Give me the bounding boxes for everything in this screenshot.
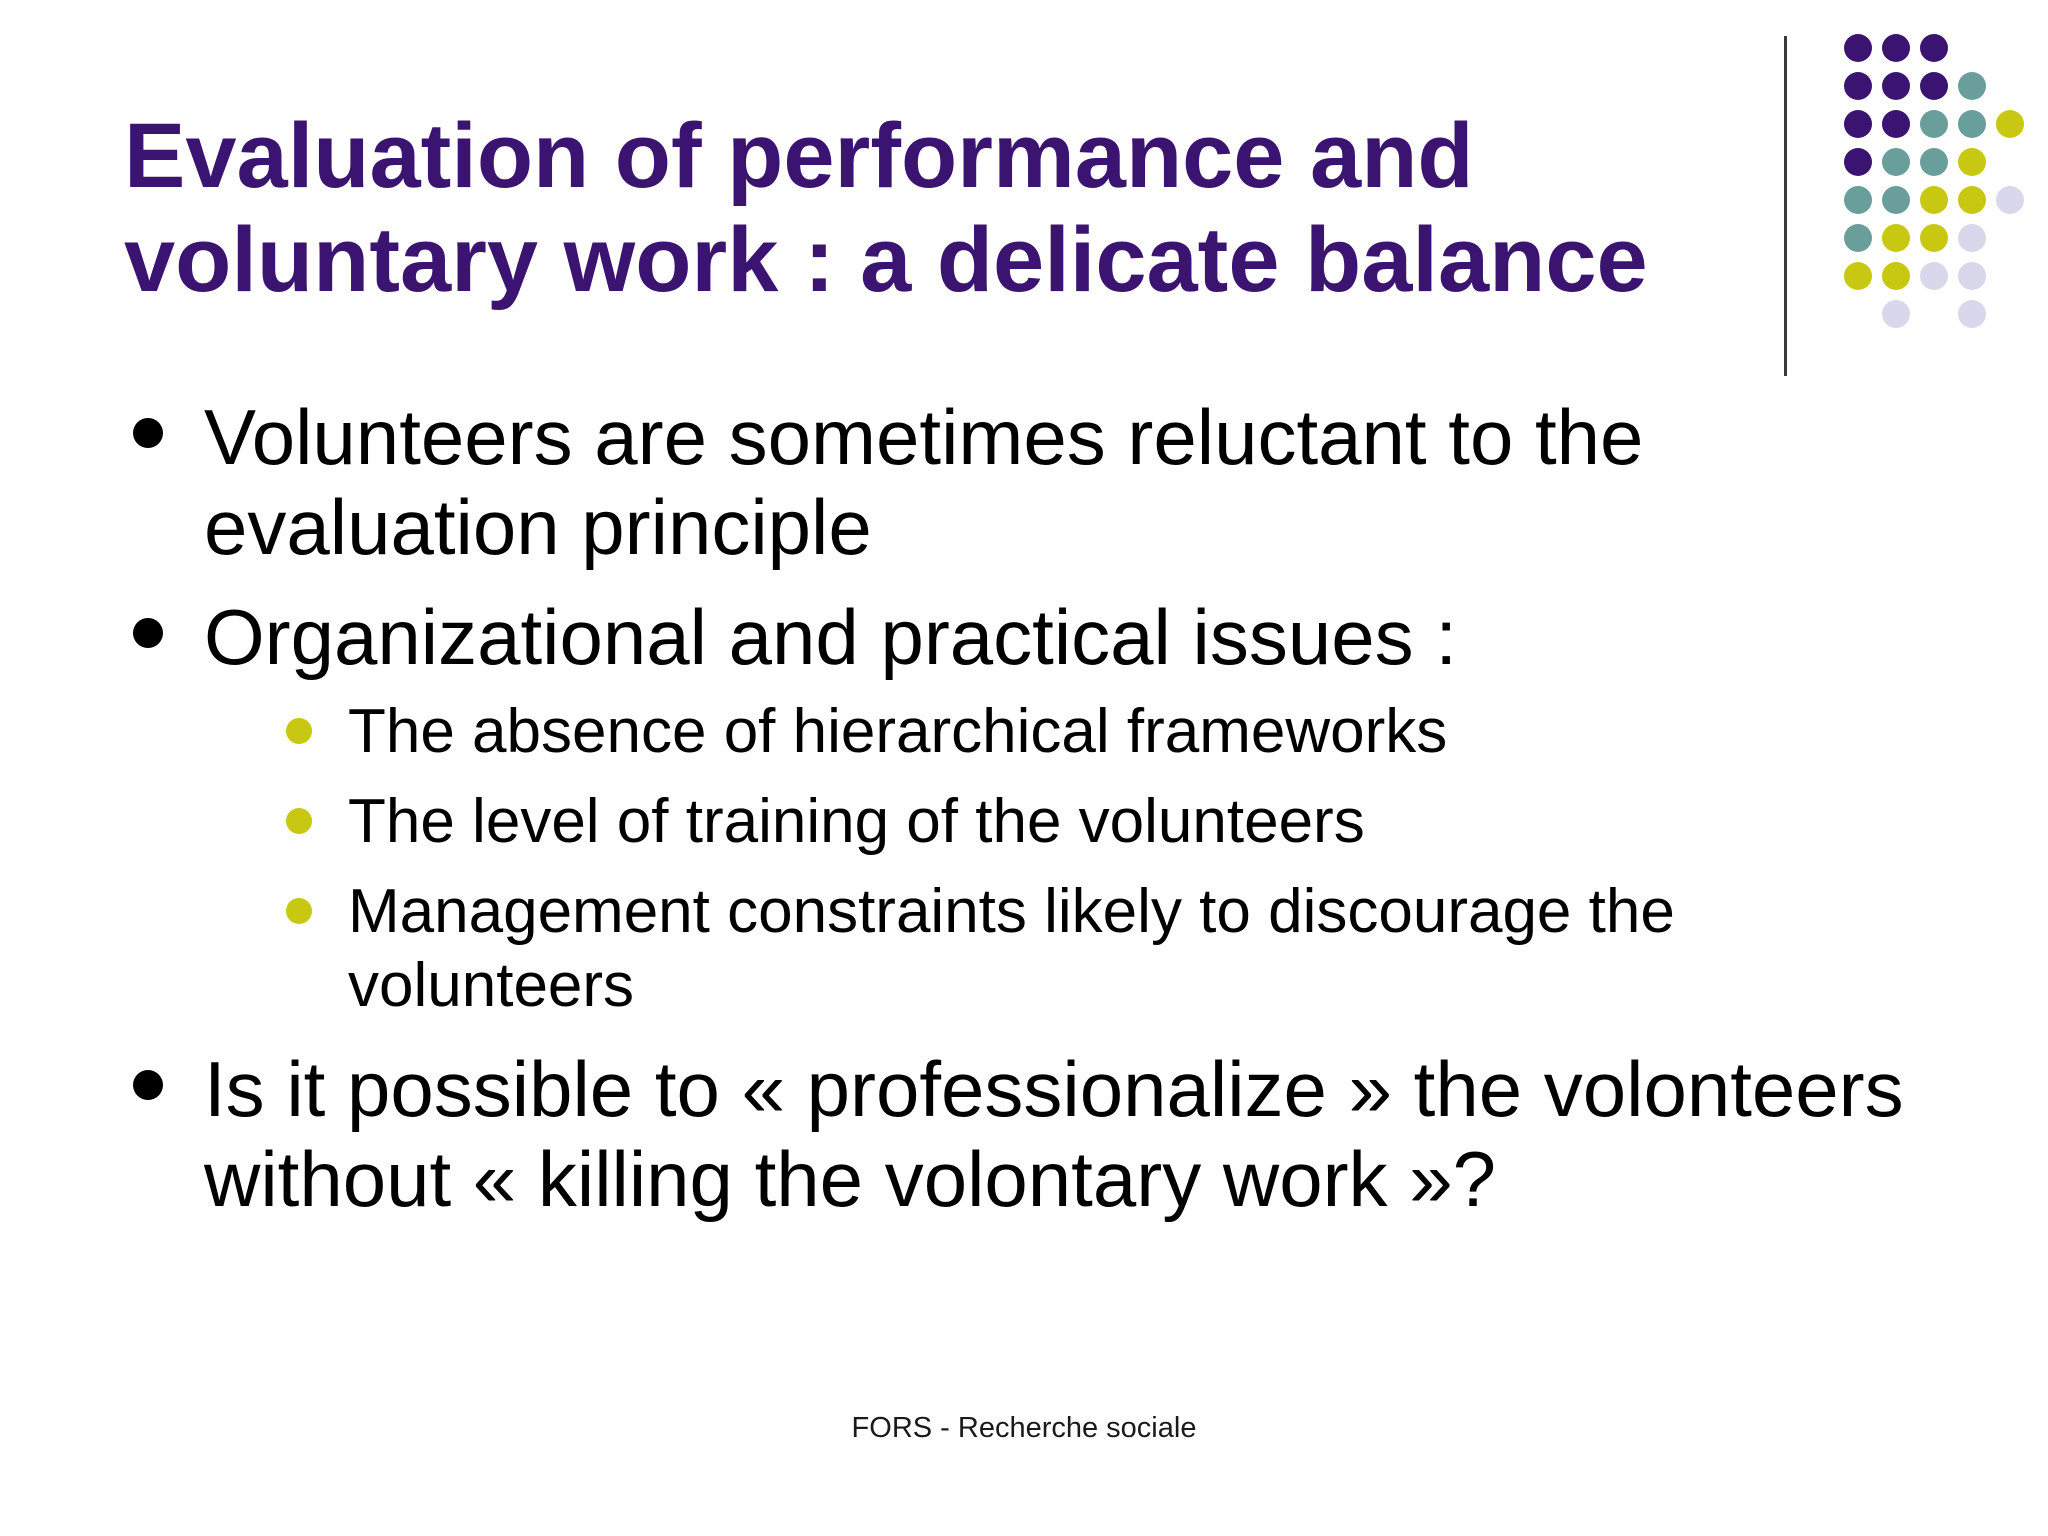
bullet-dot [133, 618, 163, 648]
bullet-dot [133, 418, 163, 448]
slide-title: Evaluation of performance and voluntary work : a delicate balance [124, 105, 1648, 311]
bullet-item: Volunteers are sometimes reluctant to the evaluation principle [204, 393, 1644, 571]
bullet-dot [133, 1070, 163, 1100]
sub-bullet-item: The level of training of the volunteers [348, 787, 1365, 856]
sub-bullet-item: Management constraints likely to discourage the volunteers [348, 877, 1675, 1020]
sub-bullet-dot [286, 718, 312, 744]
sub-bullet-dot [286, 898, 312, 924]
sub-bullet-item: The absence of hierarchical frameworks [348, 697, 1448, 766]
sub-bullet-dot [286, 808, 312, 834]
bullet-item: Organizational and practical issues : [204, 593, 1457, 681]
bullet-item: Is it possible to « professionalize » the volonteers without « killing the volontary work »? [204, 1045, 1904, 1223]
slide-footer: FORS - Recherche sociale [851, 1412, 1197, 1444]
